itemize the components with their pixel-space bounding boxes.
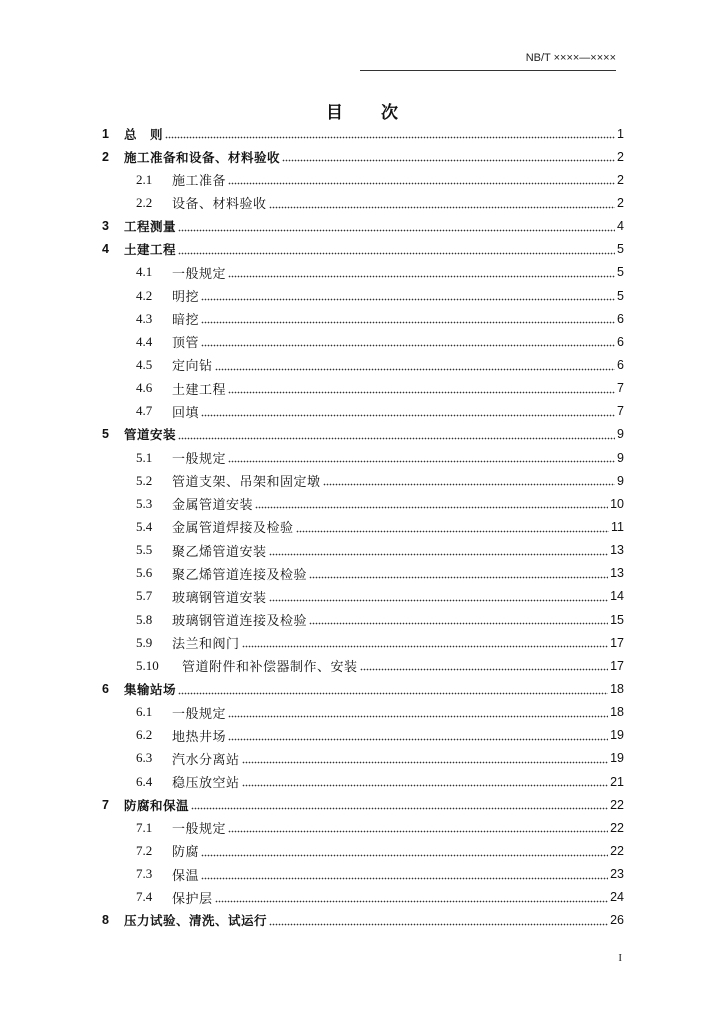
toc-section-entry[interactable] [102, 747, 624, 770]
dot-leader [201, 877, 608, 880]
toc-entry-number: 2 [102, 149, 109, 164]
toc-entry-title: 管道支架、吊架和固定墩 [172, 475, 321, 491]
toc-entry-page: 22 [610, 797, 624, 812]
toc-entry-title: 定向钻 [172, 359, 213, 375]
toc-entry-title: 施工准备和设备、材料验收 [124, 149, 281, 165]
dot-leader [228, 182, 615, 185]
toc-entry-number: 4 [102, 242, 109, 257]
toc-section-entry[interactable] [102, 330, 624, 353]
toc-section-entry[interactable] [102, 353, 624, 376]
toc-entry-title: 一般规定 [172, 706, 227, 722]
toc-entry-page: 23 [610, 867, 624, 882]
toc-entry-number: 6 [102, 681, 109, 696]
dot-leader [228, 830, 608, 833]
dot-leader [242, 645, 609, 648]
document-code-header [360, 52, 616, 71]
toc-section-entry[interactable] [102, 886, 624, 909]
toc-entry-title: 明挖 [172, 290, 200, 306]
toc-chapter-entry[interactable] [102, 145, 624, 168]
dot-leader [242, 761, 609, 764]
toc-entry-page: 2 [617, 172, 624, 187]
toc-entry-number: 2.2 [136, 194, 153, 210]
dot-leader [228, 715, 608, 718]
toc-entry-title: 一般规定 [172, 452, 227, 468]
toc-entry-title: 回填 [172, 405, 200, 421]
toc-entry-title: 一般规定 [172, 822, 227, 838]
dot-leader [309, 576, 608, 579]
toc-chapter-entry[interactable] [102, 238, 624, 261]
toc-entry-number: 5.4 [136, 518, 153, 534]
toc-section-entry[interactable] [102, 839, 624, 862]
dot-leader [178, 252, 615, 255]
toc-entry-page: 7 [617, 404, 624, 419]
toc-entry-title: 暗挖 [172, 313, 200, 329]
toc-entry-number: 6.2 [136, 727, 153, 743]
toc-entry-page: 14 [610, 589, 624, 604]
toc-entry-number: 5.10 [136, 657, 159, 673]
toc-entry-number: 5.5 [136, 542, 153, 558]
dot-leader [178, 437, 615, 440]
toc-entry-title: 保护层 [172, 891, 213, 907]
toc-entry-number: 7.4 [136, 889, 153, 905]
toc-chapter-entry[interactable] [102, 122, 624, 145]
toc-section-entry[interactable] [102, 168, 624, 191]
toc-entry-page: 26 [610, 913, 624, 928]
toc-chapter-entry[interactable] [102, 215, 624, 238]
dot-leader [228, 391, 615, 394]
toc-entry-page: 13 [610, 566, 624, 581]
toc-section-entry[interactable] [102, 608, 624, 631]
dot-leader [228, 738, 608, 741]
toc-entry-page: 6 [617, 357, 624, 372]
page-number: I [618, 952, 622, 964]
toc-entry-page: 15 [610, 612, 624, 627]
toc-section-entry[interactable] [102, 770, 624, 793]
toc-entry-number: 7.3 [136, 866, 153, 882]
dot-leader [201, 344, 615, 347]
dot-leader [178, 692, 608, 695]
dot-leader [215, 900, 609, 903]
dot-leader [165, 136, 615, 139]
toc-entry-number: 5.3 [136, 495, 153, 511]
toc-entry-number: 3 [102, 219, 109, 234]
toc-section-entry[interactable] [102, 400, 624, 423]
toc-entry-title: 聚乙烯管道安装 [172, 544, 267, 560]
toc-entry-number: 2.1 [136, 171, 153, 187]
toc-chapter-entry[interactable] [102, 677, 624, 700]
toc-entry-title: 顶管 [172, 336, 200, 352]
toc-entry-title: 金属管道焊接及检验 [172, 521, 294, 537]
toc-entry-number: 5 [102, 427, 109, 442]
dot-leader [360, 668, 609, 671]
dot-leader [269, 553, 609, 556]
toc-entry-page: 9 [617, 473, 624, 488]
dot-leader [242, 784, 609, 787]
toc-section-entry[interactable] [102, 539, 624, 562]
dot-leader [228, 460, 615, 463]
toc-entry-number: 5.6 [136, 565, 153, 581]
dot-leader [228, 275, 615, 278]
toc-entry-page: 21 [610, 774, 624, 789]
toc-entry-title: 防腐和保温 [124, 797, 190, 813]
toc-section-entry[interactable] [102, 701, 624, 724]
toc-entry-page: 4 [617, 219, 624, 234]
toc-section-entry[interactable] [102, 469, 624, 492]
toc-section-entry[interactable] [102, 724, 624, 747]
toc-entry-title: 总 则 [124, 126, 164, 142]
toc-entry-page: 24 [610, 890, 624, 905]
toc-entry-title: 压力试验、清洗、试运行 [124, 913, 268, 929]
toc-entry-title: 土建工程 [124, 242, 177, 258]
toc-entry-title: 玻璃钢管道安装 [172, 590, 267, 606]
toc-entry-number: 7.1 [136, 819, 153, 835]
toc-entry-page: 22 [610, 820, 624, 835]
toc-entry-number: 7.2 [136, 842, 153, 858]
dot-leader [269, 599, 609, 602]
toc-entry-page: 1 [617, 126, 624, 141]
toc-entry-title: 汽水分离站 [172, 752, 240, 768]
dot-leader [269, 206, 616, 209]
dot-leader [178, 229, 615, 232]
toc-entry-title: 防腐 [172, 845, 200, 861]
toc-section-entry[interactable] [102, 377, 624, 400]
toc-entry-page: 17 [610, 658, 624, 673]
toc-section-entry[interactable] [102, 585, 624, 608]
toc-chapter-entry[interactable] [102, 423, 624, 446]
toc-entry-page: 10 [610, 496, 624, 511]
toc-entry-number: 4.4 [136, 333, 153, 349]
toc-entry-number: 5.2 [136, 472, 153, 488]
toc-entry-page: 22 [610, 843, 624, 858]
toc-entry-number: 4.6 [136, 380, 153, 396]
toc-entry-page: 6 [617, 334, 624, 349]
toc-entry-title: 保温 [172, 868, 200, 884]
toc-section-entry[interactable] [102, 284, 624, 307]
toc-entry-page: 2 [617, 149, 624, 164]
toc-entry-title: 一般规定 [172, 266, 227, 282]
toc-entry-page: 5 [617, 242, 624, 257]
dot-leader [215, 368, 616, 371]
toc-section-entry[interactable] [102, 863, 624, 886]
dot-leader [201, 854, 608, 857]
toc-entry-title: 聚乙烯管道连接及检验 [172, 567, 308, 583]
toc-entry-page: 6 [617, 311, 624, 326]
toc-entry-title: 金属管道安装 [172, 498, 254, 514]
toc-chapter-entry[interactable] [102, 793, 624, 816]
toc-section-entry[interactable] [102, 562, 624, 585]
toc-section-entry[interactable] [102, 261, 624, 284]
toc-entry-title: 稳压放空站 [172, 776, 240, 791]
toc-entry-title: 管道附件和补偿器制作、安装 [182, 660, 358, 676]
toc-entry-number: 8 [102, 913, 109, 928]
dot-leader [282, 159, 615, 162]
toc-section-entry[interactable] [102, 492, 624, 515]
toc-entry-number: 4.2 [136, 287, 153, 303]
toc-entry-page: 11 [611, 519, 624, 534]
toc-entry-page: 13 [610, 543, 624, 558]
toc-entry-page: 19 [610, 751, 624, 766]
dot-leader [323, 483, 616, 486]
toc-entry-page: 18 [610, 681, 624, 696]
toc-section-entry[interactable] [102, 191, 624, 214]
dot-leader [269, 923, 608, 926]
toc-section-entry[interactable] [102, 307, 624, 330]
toc-entry-number: 4.1 [136, 264, 153, 280]
toc-section-entry[interactable] [102, 654, 624, 677]
standard-code: NB/T ××××—×××× [525, 52, 616, 64]
toc-entry-number: 5.8 [136, 611, 153, 627]
dot-leader [255, 506, 608, 509]
toc-entry-title: 法兰和阀门 [172, 637, 240, 653]
toc-entry-number: 6.4 [136, 773, 153, 789]
toc-entry-page: 5 [617, 265, 624, 280]
dot-leader [201, 414, 615, 417]
toc-entry-title: 土建工程 [172, 382, 227, 398]
dot-leader [201, 298, 615, 301]
toc-entry-title: 集输站场 [124, 681, 177, 697]
toc-entry-number: 4.5 [136, 356, 153, 372]
toc-section-entry[interactable] [102, 631, 624, 654]
table-of-contents [102, 122, 624, 932]
toc-entry-page: 17 [610, 635, 624, 650]
toc-entry-page: 18 [610, 705, 624, 720]
toc-entry-number: 6.1 [136, 704, 153, 720]
toc-entry-page: 9 [617, 450, 624, 465]
dot-leader [309, 622, 608, 625]
toc-entry-number: 6.3 [136, 750, 153, 766]
dot-leader [296, 530, 610, 533]
toc-entry-title: 地热井场 [172, 729, 227, 745]
toc-section-entry[interactable] [102, 816, 624, 839]
toc-entry-number: 5.7 [136, 588, 153, 604]
page-title: 目 次 [326, 103, 414, 123]
toc-entry-number: 5.1 [136, 449, 153, 465]
toc-entry-number: 7 [102, 797, 109, 812]
toc-entry-page: 7 [617, 381, 624, 396]
toc-entry-number: 4.3 [136, 310, 153, 326]
dot-leader [201, 321, 615, 324]
toc-entry-number: 5.9 [136, 634, 153, 650]
toc-chapter-entry[interactable] [102, 909, 624, 932]
toc-section-entry[interactable] [102, 446, 624, 469]
toc-entry-page: 2 [617, 195, 624, 210]
toc-entry-page: 5 [617, 288, 624, 303]
toc-section-entry[interactable] [102, 515, 624, 538]
toc-entry-title: 管道安装 [124, 427, 177, 443]
toc-entry-number: 4.7 [136, 403, 153, 419]
dot-leader [191, 807, 608, 810]
toc-entry-title: 工程测量 [124, 219, 177, 235]
toc-entry-number: 1 [102, 126, 109, 141]
toc-entry-page: 19 [610, 728, 624, 743]
toc-entry-page: 9 [617, 427, 624, 442]
toc-entry-title: 施工准备 [172, 174, 227, 190]
toc-entry-title: 设备、材料验收 [172, 197, 267, 213]
toc-entry-title: 玻璃钢管道连接及检验 [172, 614, 308, 630]
